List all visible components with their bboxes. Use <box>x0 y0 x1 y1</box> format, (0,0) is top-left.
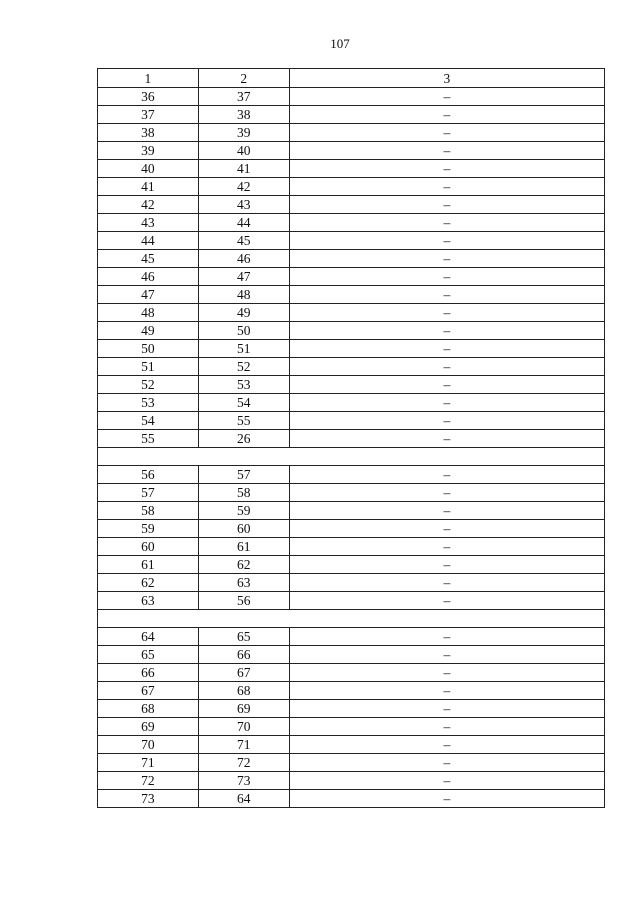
table-row <box>98 232 605 250</box>
table-cell-col-2: 49 <box>198 304 289 322</box>
table-cell-col-1: 43 <box>98 214 199 232</box>
table-row <box>98 340 605 358</box>
table-row <box>98 664 605 682</box>
table-row <box>98 556 605 574</box>
table-cell-col-2: 58 <box>198 484 289 502</box>
table-row <box>98 268 605 286</box>
table-cell-col-3: – <box>289 304 604 322</box>
table-cell-col-3: – <box>289 538 604 556</box>
table-cell-col-2: 47 <box>198 268 289 286</box>
table-cell-col-2: 40 <box>198 142 289 160</box>
table-cell-col-1: 68 <box>98 700 199 718</box>
table-row <box>98 322 605 340</box>
table-cell-col-3: – <box>289 592 604 610</box>
table-body <box>98 88 605 808</box>
table-cell-col-2: 63 <box>198 574 289 592</box>
table-cell-col-2: 41 <box>198 160 289 178</box>
table-cell-col-3: – <box>289 502 604 520</box>
header-col-1: 1 <box>98 69 199 88</box>
table-row <box>98 466 605 484</box>
group-separator-cell <box>98 610 605 628</box>
data-table <box>97 68 605 808</box>
table-row <box>98 304 605 322</box>
table-row <box>98 394 605 412</box>
table-row <box>98 88 605 106</box>
table-row <box>98 430 605 448</box>
header-col-3: 3 <box>289 69 604 88</box>
header-col-2: 2 <box>198 69 289 88</box>
table-cell-col-2: 50 <box>198 322 289 340</box>
table-cell-col-2: 59 <box>198 502 289 520</box>
table-row <box>98 502 605 520</box>
table-cell-col-3: – <box>289 106 604 124</box>
table-cell-col-3: – <box>289 664 604 682</box>
table-cell-col-1: 51 <box>98 358 199 376</box>
table-row <box>98 214 605 232</box>
table-cell-col-3: – <box>289 142 604 160</box>
table-row <box>98 754 605 772</box>
table-cell-col-2: 60 <box>198 520 289 538</box>
table-cell-col-2: 54 <box>198 394 289 412</box>
table-cell-col-2: 66 <box>198 646 289 664</box>
table-cell-col-1: 46 <box>98 268 199 286</box>
table-cell-col-3: – <box>289 646 604 664</box>
table-cell-col-2: 62 <box>198 556 289 574</box>
table-cell-col-2: 48 <box>198 286 289 304</box>
table-cell-col-3: – <box>289 628 604 646</box>
table-cell-col-1: 64 <box>98 628 199 646</box>
group-separator-row <box>98 610 605 628</box>
table-cell-col-1: 73 <box>98 790 199 808</box>
table-cell-col-1: 62 <box>98 574 199 592</box>
table-row <box>98 682 605 700</box>
table-cell-col-1: 52 <box>98 376 199 394</box>
table-row <box>98 196 605 214</box>
table-cell-col-1: 45 <box>98 250 199 268</box>
table-row <box>98 790 605 808</box>
table-row <box>98 142 605 160</box>
header-row <box>98 69 605 88</box>
table-cell-col-3: – <box>289 574 604 592</box>
table-cell-col-1: 59 <box>98 520 199 538</box>
table-cell-col-3: – <box>289 700 604 718</box>
table-cell-col-1: 44 <box>98 232 199 250</box>
table-cell-col-3: – <box>289 430 604 448</box>
table-cell-col-3: – <box>289 484 604 502</box>
table-cell-col-1: 57 <box>98 484 199 502</box>
table-cell-col-3: – <box>289 160 604 178</box>
table-cell-col-2: 69 <box>198 700 289 718</box>
table-cell-col-1: 70 <box>98 736 199 754</box>
table-cell-col-3: – <box>289 88 604 106</box>
table-cell-col-2: 64 <box>198 790 289 808</box>
table-row <box>98 484 605 502</box>
table-cell-col-3: – <box>289 322 604 340</box>
table-cell-col-2: 71 <box>198 736 289 754</box>
table-cell-col-1: 48 <box>98 304 199 322</box>
table-cell-col-3: – <box>289 376 604 394</box>
table-cell-col-2: 45 <box>198 232 289 250</box>
table-cell-col-3: – <box>289 682 604 700</box>
table-cell-col-2: 73 <box>198 772 289 790</box>
table-cell-col-2: 72 <box>198 754 289 772</box>
table-cell-col-3: – <box>289 790 604 808</box>
table-cell-col-2: 61 <box>198 538 289 556</box>
table-cell-col-1: 41 <box>98 178 199 196</box>
table-cell-col-3: – <box>289 520 604 538</box>
table-cell-col-2: 65 <box>198 628 289 646</box>
table-cell-col-3: – <box>289 466 604 484</box>
table-cell-col-1: 69 <box>98 718 199 736</box>
table-cell-col-2: 57 <box>198 466 289 484</box>
table-cell-col-2: 56 <box>198 592 289 610</box>
table-row <box>98 718 605 736</box>
table-row <box>98 358 605 376</box>
table-cell-col-1: 38 <box>98 124 199 142</box>
table-cell-col-1: 63 <box>98 592 199 610</box>
table-cell-col-3: – <box>289 268 604 286</box>
table-row <box>98 250 605 268</box>
table-cell-col-1: 65 <box>98 646 199 664</box>
table-row <box>98 412 605 430</box>
table-cell-col-2: 43 <box>198 196 289 214</box>
table-cell-col-3: – <box>289 250 604 268</box>
table-cell-col-2: 51 <box>198 340 289 358</box>
table-cell-col-3: – <box>289 358 604 376</box>
table-cell-col-1: 47 <box>98 286 199 304</box>
table-cell-col-3: – <box>289 196 604 214</box>
table-cell-col-1: 36 <box>98 88 199 106</box>
table-cell-col-1: 60 <box>98 538 199 556</box>
table-cell-col-3: – <box>289 412 604 430</box>
table-row <box>98 376 605 394</box>
table-cell-col-2: 26 <box>198 430 289 448</box>
table-cell-col-1: 42 <box>98 196 199 214</box>
table-cell-col-2: 42 <box>198 178 289 196</box>
table-cell-col-1: 49 <box>98 322 199 340</box>
table-cell-col-1: 54 <box>98 412 199 430</box>
table-row <box>98 574 605 592</box>
group-separator-cell <box>98 448 605 466</box>
table-cell-col-3: – <box>289 286 604 304</box>
table-cell-col-1: 56 <box>98 466 199 484</box>
table-cell-col-3: – <box>289 232 604 250</box>
table-cell-col-1: 61 <box>98 556 199 574</box>
table-cell-col-2: 67 <box>198 664 289 682</box>
table-row <box>98 106 605 124</box>
table-cell-col-1: 66 <box>98 664 199 682</box>
table-cell-col-3: – <box>289 772 604 790</box>
table-cell-col-3: – <box>289 178 604 196</box>
table-row <box>98 736 605 754</box>
table-cell-col-3: – <box>289 214 604 232</box>
table-cell-col-2: 70 <box>198 718 289 736</box>
table-cell-col-2: 53 <box>198 376 289 394</box>
table-cell-col-2: 39 <box>198 124 289 142</box>
table-cell-col-3: – <box>289 340 604 358</box>
page-number: 107 <box>330 36 350 51</box>
table-cell-col-1: 55 <box>98 430 199 448</box>
group-separator-row <box>98 448 605 466</box>
table-row <box>98 646 605 664</box>
table-row <box>98 592 605 610</box>
table-cell-col-1: 40 <box>98 160 199 178</box>
table-cell-col-1: 72 <box>98 772 199 790</box>
table-cell-col-3: – <box>289 124 604 142</box>
table-row <box>98 178 605 196</box>
table-cell-col-2: 46 <box>198 250 289 268</box>
table-cell-col-3: – <box>289 394 604 412</box>
table-cell-col-2: 68 <box>198 682 289 700</box>
table-cell-col-1: 71 <box>98 754 199 772</box>
table-cell-col-3: – <box>289 718 604 736</box>
table-row <box>98 124 605 142</box>
table-cell-col-3: – <box>289 754 604 772</box>
table-cell-col-2: 37 <box>198 88 289 106</box>
table-cell-col-2: 52 <box>198 358 289 376</box>
table-cell-col-1: 37 <box>98 106 199 124</box>
table-cell-col-3: – <box>289 736 604 754</box>
table-cell-col-2: 44 <box>198 214 289 232</box>
table-row <box>98 520 605 538</box>
table-row <box>98 700 605 718</box>
table-row <box>98 286 605 304</box>
table-cell-col-2: 38 <box>198 106 289 124</box>
table-row <box>98 772 605 790</box>
table-row <box>98 628 605 646</box>
table-cell-col-1: 50 <box>98 340 199 358</box>
table-cell-col-3: – <box>289 556 604 574</box>
table-cell-col-1: 53 <box>98 394 199 412</box>
table-cell-col-2: 55 <box>198 412 289 430</box>
table-row <box>98 538 605 556</box>
table-cell-col-1: 39 <box>98 142 199 160</box>
table-row <box>98 160 605 178</box>
table-cell-col-1: 58 <box>98 502 199 520</box>
table-cell-col-1: 67 <box>98 682 199 700</box>
